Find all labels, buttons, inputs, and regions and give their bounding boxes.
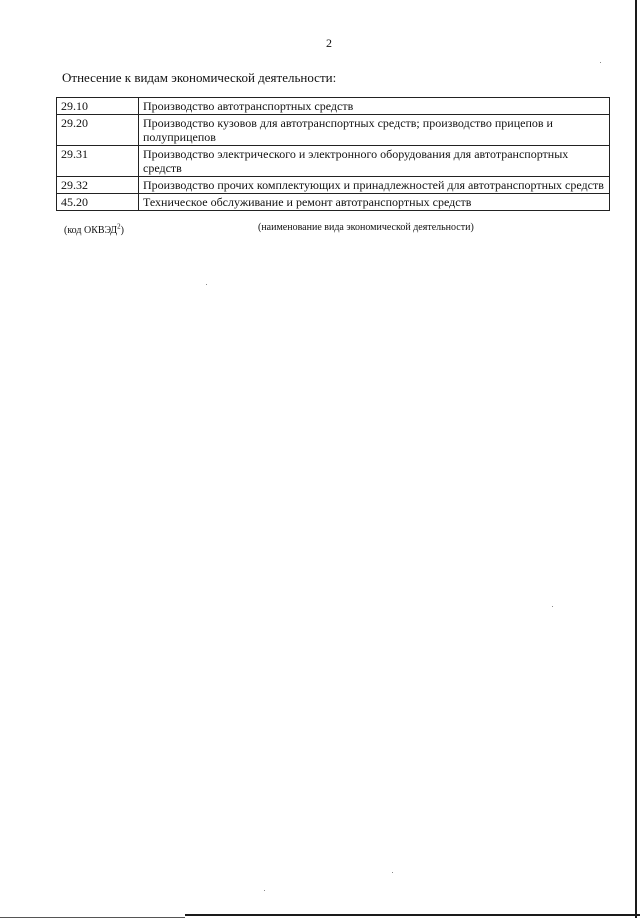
okved-code-caption-text: (код ОКВЭД: [64, 225, 118, 236]
scan-speck: [206, 284, 207, 285]
table-row: [57, 146, 610, 177]
activity-name-cell: Производство прочих комплектующих и принадлежностей для автотранспортных средств: [139, 177, 610, 194]
okved-code-cell: 29.31: [57, 146, 139, 177]
scan-edge-right: [635, 0, 637, 918]
okved-code-cell: 45.20: [57, 194, 139, 211]
okved-code-cell: 29.20: [57, 115, 139, 146]
okved-code-cell: 29.10: [57, 98, 139, 115]
scan-speck: [600, 62, 601, 63]
okved-code-caption: [64, 222, 124, 236]
activity-name-caption: (наименование вида экономической деятельности): [258, 222, 474, 233]
table-row: [57, 115, 610, 146]
activities-table: [56, 97, 610, 211]
activity-name-cell: Техническое обслуживание и ремонт автотранспортных средств: [139, 194, 610, 211]
scan-speck: [392, 872, 393, 873]
okved-code-caption-close: ): [120, 225, 124, 236]
activity-name-cell: Производство кузовов для автотранспортных средств; производство прицепов и полуприцепов: [139, 115, 610, 146]
activity-name-cell: Производство электрического и электронного оборудования для автотранспортных средств: [139, 146, 610, 177]
section-heading: Отнесение к видам экономической деятельности:: [62, 70, 337, 85]
table-row: [57, 194, 610, 211]
scan-edge-bottom: [185, 914, 640, 916]
okved-code-cell: 29.32: [57, 177, 139, 194]
footnote-marker: 2: [117, 222, 121, 231]
scan-speck: [264, 890, 265, 891]
activity-name-cell: Производство автотранспортных средств: [139, 98, 610, 115]
scan-speck: [552, 606, 553, 607]
table-row: [57, 177, 610, 194]
page-number: 2: [326, 36, 332, 50]
table-row: [57, 98, 610, 115]
